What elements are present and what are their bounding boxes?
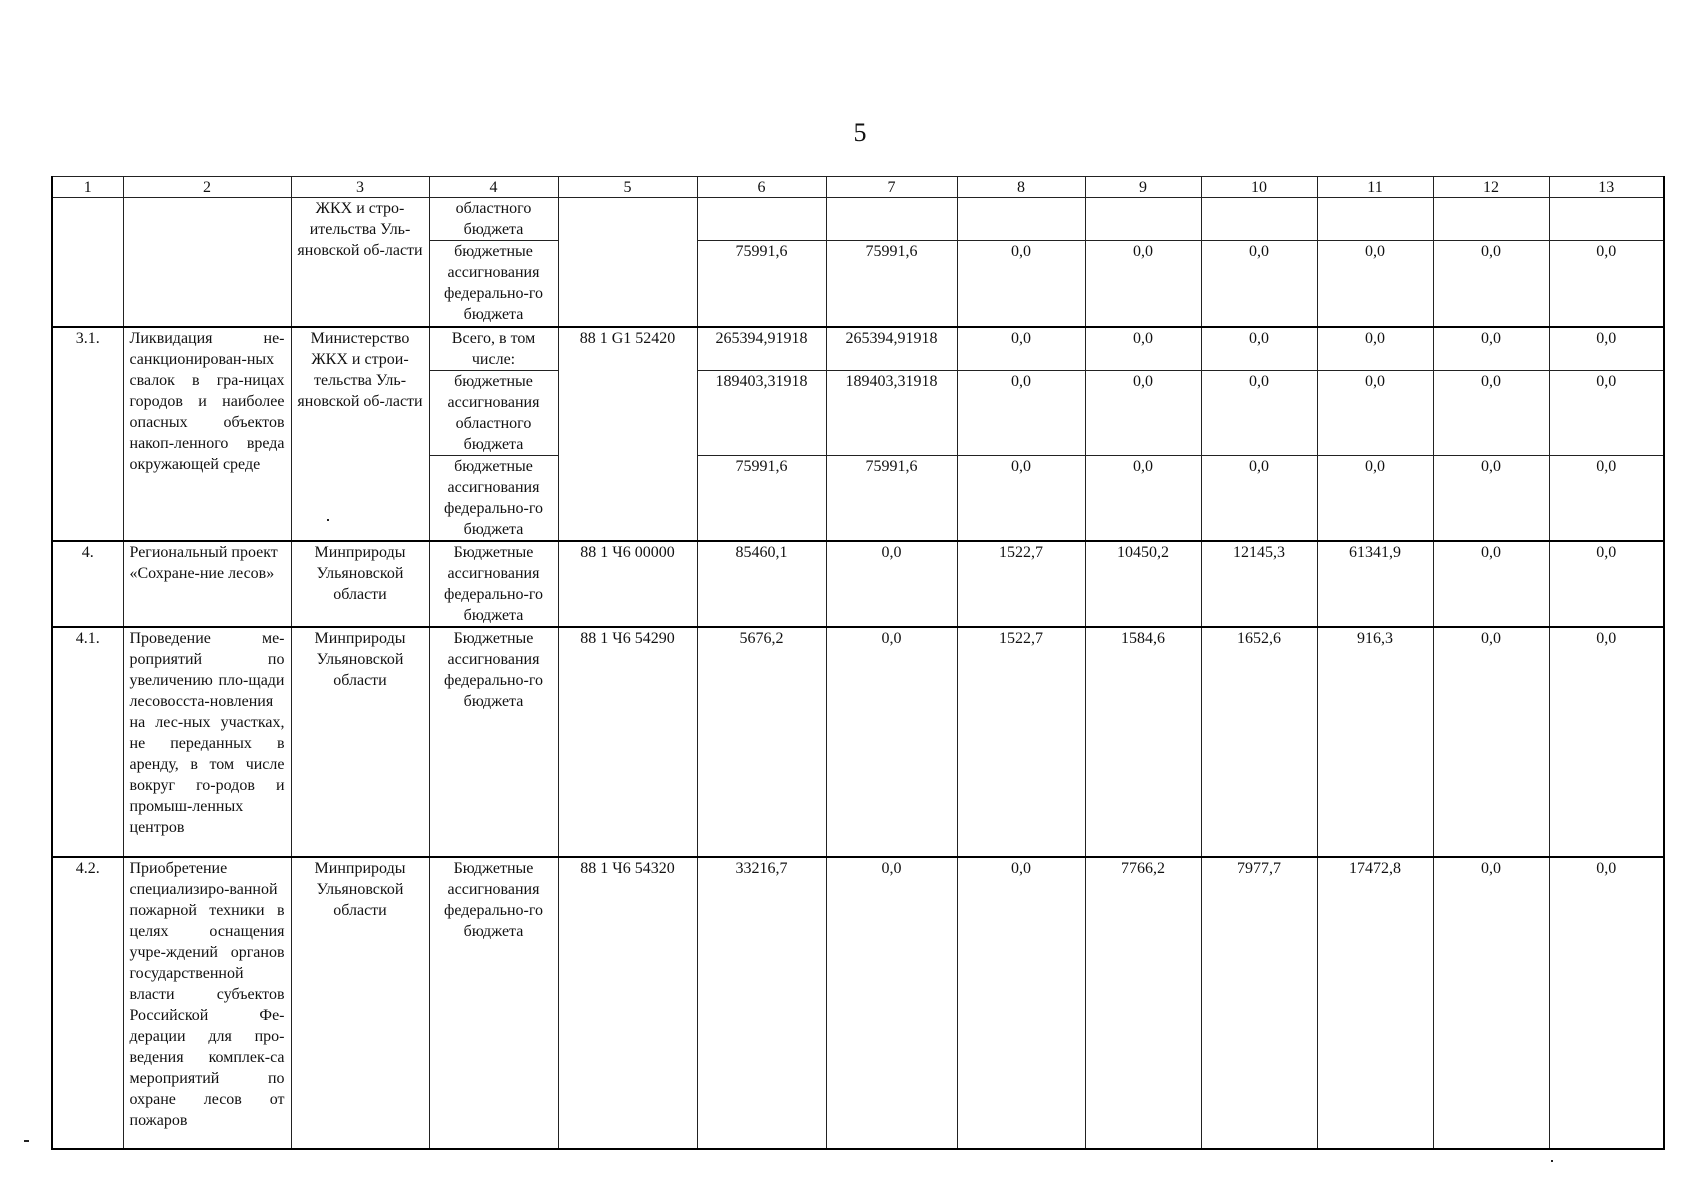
budget-code-cell: 88 1 G1 52420 <box>558 327 697 541</box>
budget-code-cell <box>558 198 697 327</box>
value-cell: 0,0 <box>1433 455 1549 541</box>
value-cell: 0,0 <box>1201 455 1317 541</box>
value-cell: 0,0 <box>1085 455 1201 541</box>
table-row <box>52 327 1664 371</box>
funding-source-cell: Бюджетные ассигнования федерально-го бюджета <box>429 857 558 1149</box>
value-cell: 1652,6 <box>1201 627 1317 857</box>
column-number-row <box>52 177 1664 198</box>
funding-source-cell: Бюджетные ассигнования федерально-го бюджета <box>429 541 558 627</box>
value-cell: 33216,7 <box>697 857 826 1149</box>
value-cell: 0,0 <box>1433 627 1549 857</box>
value-cell: 1522,7 <box>957 627 1085 857</box>
row-name-cell <box>123 198 291 327</box>
value-cell: 916,3 <box>1317 627 1433 857</box>
row-name-cell: Ликвидация не-санкционирован-ных свалок в гра-ницах городов и наиболее опасных объектов накоп-ленного вреда окружающей среде <box>123 327 291 541</box>
row-number-cell: 4. <box>52 541 123 627</box>
value-cell: 0,0 <box>957 327 1085 371</box>
value-cell: 0,0 <box>1317 370 1433 455</box>
value-cell: 0,0 <box>1433 541 1549 627</box>
value-cell: 0,0 <box>957 370 1085 455</box>
value-cell: 189403,31918 <box>826 370 957 455</box>
value-cell: 85460,1 <box>697 541 826 627</box>
value-cell: 0,0 <box>1201 327 1317 371</box>
value-cell: 0,0 <box>957 455 1085 541</box>
row-number-cell: 4.1. <box>52 627 123 857</box>
column-number: 1 <box>52 177 123 198</box>
value-cell: 5676,2 <box>697 627 826 857</box>
value-cell: 0,0 <box>826 857 957 1149</box>
column-number: 9 <box>1085 177 1201 198</box>
value-cell: 17472,8 <box>1317 857 1433 1149</box>
value-cell: 7766,2 <box>1085 857 1201 1149</box>
column-number: 13 <box>1549 177 1664 198</box>
value-cell: 0,0 <box>1085 241 1201 327</box>
value-cell: 75991,6 <box>697 455 826 541</box>
value-cell: 0,0 <box>1549 541 1664 627</box>
row-name-cell: Приобретение специализиро-ванной пожарной техники в целях оснащения учре-ждений органов государственной власти субъектов Российской Фе-дерации для про-ведения комплек-са мероприятий по охране лесов от пожаров <box>123 857 291 1149</box>
value-cell: 0,0 <box>1549 627 1664 857</box>
scan-mark <box>24 1140 29 1142</box>
value-cell: 0,0 <box>1317 455 1433 541</box>
value-cell <box>1085 198 1201 241</box>
row-number-cell: 3.1. <box>52 327 123 541</box>
value-cell: 0,0 <box>1433 370 1549 455</box>
value-cell: 0,0 <box>1549 455 1664 541</box>
value-cell: 75991,6 <box>697 241 826 327</box>
value-cell: 61341,9 <box>1317 541 1433 627</box>
value-cell: 0,0 <box>1085 327 1201 371</box>
column-number: 8 <box>957 177 1085 198</box>
column-number: 12 <box>1433 177 1549 198</box>
table-row <box>52 627 1664 857</box>
column-number: 11 <box>1317 177 1433 198</box>
value-cell: 7977,7 <box>1201 857 1317 1149</box>
budget-table <box>51 176 1665 1150</box>
value-cell <box>1549 198 1664 241</box>
value-cell: 0,0 <box>1549 857 1664 1149</box>
value-cell: 0,0 <box>1433 241 1549 327</box>
value-cell: 1584,6 <box>1085 627 1201 857</box>
table-row <box>52 198 1664 241</box>
table-row <box>52 857 1664 1149</box>
executor-cell: Минприроды Ульяновской области <box>291 627 429 857</box>
scan-mark <box>327 519 329 521</box>
value-cell: 75991,6 <box>826 455 957 541</box>
executor-cell: Минприроды Ульяновской области <box>291 541 429 627</box>
funding-source-cell: бюджетные ассигнования федерально-го бюджета <box>429 455 558 541</box>
column-number: 2 <box>123 177 291 198</box>
column-number: 7 <box>826 177 957 198</box>
value-cell: 0,0 <box>1549 327 1664 371</box>
value-cell: 265394,91918 <box>697 327 826 371</box>
executor-cell: Минприроды Ульяновской области <box>291 857 429 1149</box>
executor-cell: ЖКХ и стро-ительства Уль-яновской об-ласти <box>291 198 429 327</box>
value-cell: 0,0 <box>957 857 1085 1149</box>
value-cell: 0,0 <box>826 627 957 857</box>
value-cell <box>1201 198 1317 241</box>
value-cell <box>826 198 957 241</box>
value-cell <box>1433 198 1549 241</box>
value-cell: 1522,7 <box>957 541 1085 627</box>
funding-source-cell: бюджетные ассигнования федерально-го бюджета <box>429 241 558 327</box>
value-cell: 0,0 <box>1317 327 1433 371</box>
budget-code-cell: 88 1 Ч6 54290 <box>558 627 697 857</box>
value-cell: 0,0 <box>826 541 957 627</box>
value-cell <box>697 198 826 241</box>
budget-code-cell: 88 1 Ч6 54320 <box>558 857 697 1149</box>
funding-source-cell: Всего, в том числе: <box>429 327 558 371</box>
value-cell: 265394,91918 <box>826 327 957 371</box>
column-number: 10 <box>1201 177 1317 198</box>
budget-code-cell: 88 1 Ч6 00000 <box>558 541 697 627</box>
value-cell: 0,0 <box>1085 370 1201 455</box>
column-number: 6 <box>697 177 826 198</box>
value-cell: 75991,6 <box>826 241 957 327</box>
executor-cell: Министерство ЖКХ и строи-тельства Уль-яновской об-ласти <box>291 327 429 541</box>
value-cell: 0,0 <box>1201 241 1317 327</box>
value-cell: 0,0 <box>1433 327 1549 371</box>
value-cell <box>1317 198 1433 241</box>
column-number: 5 <box>558 177 697 198</box>
value-cell: 0,0 <box>1317 241 1433 327</box>
value-cell: 10450,2 <box>1085 541 1201 627</box>
scan-mark <box>1551 1160 1553 1162</box>
row-number-cell <box>52 198 123 327</box>
column-number: 4 <box>429 177 558 198</box>
value-cell: 189403,31918 <box>697 370 826 455</box>
funding-source-cell: Бюджетные ассигнования федерально-го бюджета <box>429 627 558 857</box>
value-cell: 12145,3 <box>1201 541 1317 627</box>
value-cell: 0,0 <box>1201 370 1317 455</box>
value-cell: 0,0 <box>1549 370 1664 455</box>
table-row <box>52 541 1664 627</box>
value-cell: 0,0 <box>957 241 1085 327</box>
column-number: 3 <box>291 177 429 198</box>
row-number-cell: 4.2. <box>52 857 123 1149</box>
funding-source-cell: бюджетные ассигнования областного бюджета <box>429 370 558 455</box>
value-cell <box>957 198 1085 241</box>
funding-source-cell: областного бюджета <box>429 198 558 241</box>
value-cell: 0,0 <box>1433 857 1549 1149</box>
row-name-cell: Региональный проект «Сохране-ние лесов» <box>123 541 291 627</box>
value-cell: 0,0 <box>1549 241 1664 327</box>
page-number: 5 <box>853 118 867 147</box>
row-name-cell: Проведение ме-роприятий по увеличению пло-щади лесовосста-новления на лес-ных участках, не переданных в аренду, в том числе вокруг го-родов и промыш-ленных центров <box>123 627 291 857</box>
